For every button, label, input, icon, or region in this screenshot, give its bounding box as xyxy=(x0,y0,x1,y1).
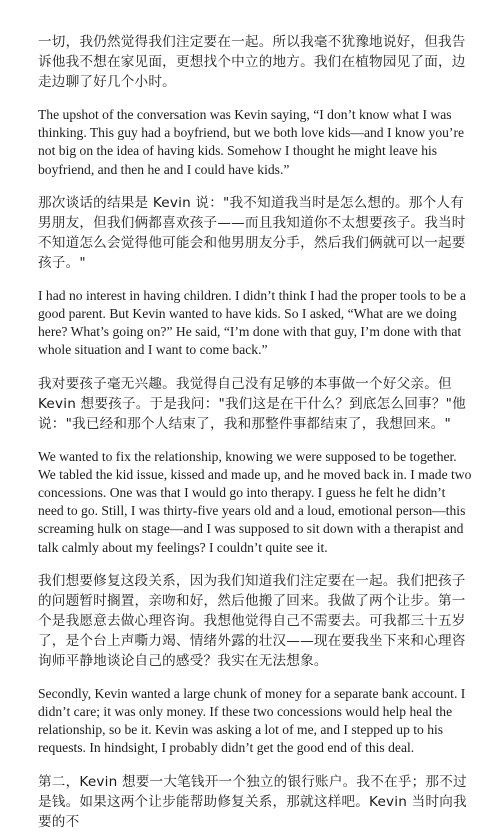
paragraph-en-3: We wanted to fix the relationship, knowing we were supposed to be together. We tabled the kid issue, kissed and made up, and he moved back in. I made two concessions. One was that I would go into therapy. I guess he felt he didn’t need to go. Still, I was thirty-five years old and a loud, emotional person—this screaming hulk on stage—and I was supposed to sit down with a therapist and talk calmly about my feelings? I couldn’t quite see it. xyxy=(38,448,472,555)
paragraph-zh-1: 一切，我仍然觉得我们注定要在一起。所以我毫不犹豫地说好，但我告诉他我不想在家见面，更想找个中立的地方。我们在植物园见了面，边走边聊了好几个小时。 xyxy=(38,34,466,90)
paragraph-en-4: Secondly, Kevin wanted a large chunk of money for a separate bank account. I didn’t care; it was only money. If these two concessions would help heal the relationship, so be it. Kevin was asking a lot of me, and I stepped up to his requests. In hindsight, I probably didn’t get the good end of this deal. xyxy=(38,685,466,756)
paragraph-zh-5: 第二，Kevin 想要一大笔钱开一个独立的银行账户。我不在乎；那不过是钱。如果这两个让步能帮助修复关系，那就这样吧。Kevin 当时向我要的不 xyxy=(38,773,467,830)
paragraph-zh-2: 那次谈话的结果是 Kevin 说："我不知道我当时是怎么想的。那个人有男朋友，但我们俩都喜欢孩子——而且我知道你不太想要孩子。我当时不知道怎么会觉得他可能会和他男朋友分手，然后我们俩就可以一起要孩子。" xyxy=(38,194,466,271)
paragraph-en-1: The upshot of the conversation was Kevin saying, “I don’t know what I was thinking. This guy had a boyfriend, but we both love kids—and I know you’re not big on the idea of having kids. Somehow I thought he might leave his boyfriend, and then he and I could have kids.” xyxy=(38,107,464,177)
paragraph-zh-3: 我对要孩子毫无兴趣。我觉得自己没有足够的本事做一个好父亲。但 Kevin 想要孩子。于是我问："我们这是在干什么？到底怎么回事？"他说："我已经和那个人结束了，我和那整件事都结束了，我想回来。" xyxy=(38,375,466,432)
paragraph-en-2: I had no interest in having children. I didn’t think I had the proper tools to be a good parent. But Kevin wanted to have kids. So I asked, “What are we doing here? What’s going on?” He said, “I’m done with that guy, I’m done with that whole situation and I want to come back.” xyxy=(38,287,466,358)
paragraph-zh-4: 我们想要修复这段关系，因为我们知道我们注定要在一起。我们把孩子的问题暂时搁置，亲吻和好，然后他搬了回来。我做了两个让步。第一个是我愿意去做心理咨询。我想他觉得自己不需要去。可我都三十五岁了，是个台上声嘶力竭、情绪外露的壮汉——现在要我坐下来和心理咨询师平静地谈论自己的感受？我实在无法想象。 xyxy=(38,572,466,669)
